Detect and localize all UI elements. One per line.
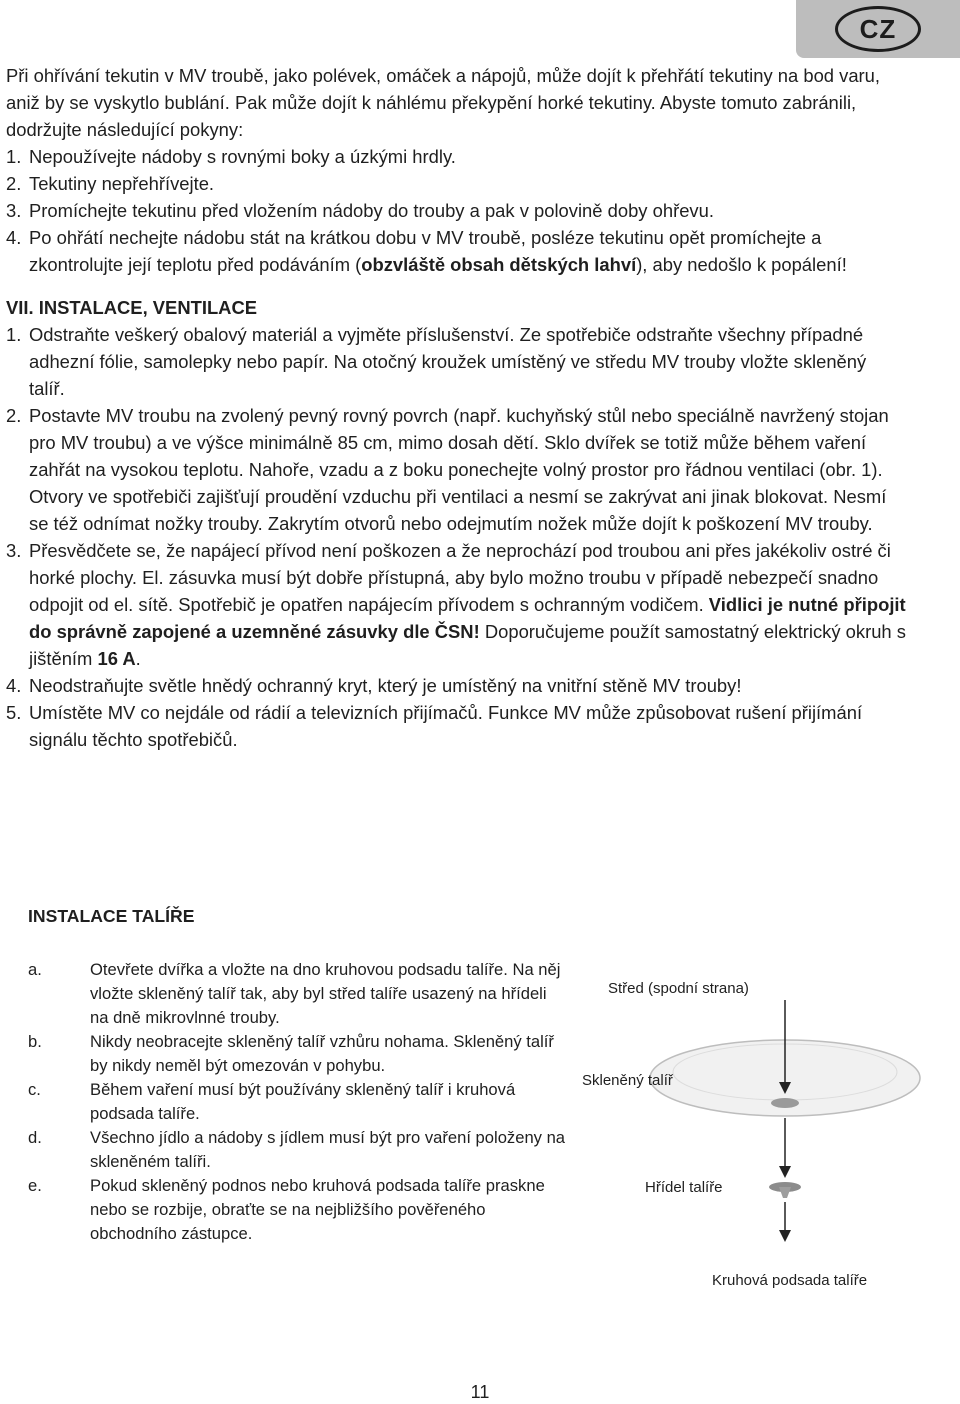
language-badge xyxy=(796,0,960,58)
item-text: Doporučujeme použít samostatný elektrický okruh s jištěním xyxy=(29,621,906,669)
item-number: 4. xyxy=(6,227,22,248)
section-title: VII. INSTALACE, VENTILACE xyxy=(6,297,258,318)
item-text-bold: obzvláště obsah dětských lahví xyxy=(361,254,637,275)
item-number: 5. xyxy=(6,702,22,723)
ring-pointer-arrow xyxy=(779,1230,791,1242)
shaft-stem xyxy=(779,1187,791,1198)
item-text: Všechno jídlo a nádoby s jídlem musí být pro vaření položeny na skleněném talíři. xyxy=(90,1128,566,1171)
item-text: Otevřete dvířka a vložte na dno kruhovou podsadu talíře. Na něj vložte skleněný talíř tak, aby byl střed talíře usazený na hřídeli na dně mikrovlnné trouby. xyxy=(90,960,561,1027)
plate-item-c xyxy=(28,1078,568,1126)
item-number: 1. xyxy=(6,146,22,167)
shaft-pointer-arrow xyxy=(779,1166,791,1178)
item-number: 2. xyxy=(6,173,22,194)
item-text: Odstraňte veškerý obalový materiál a vyjměte příslušenství. Ze spotřebiče odstraňte všechny případné adhezní fólie, samolepky nebo papír. Na otočný kroužek umístěný ve středu MV trouby vložte skleněný talíř. xyxy=(29,324,867,399)
item-text: Nikdy neobracejte skleněný talíř vzhůru nohama. Skleněný talíř by nikdy neměl být omezován v pohybu. xyxy=(90,1032,554,1075)
item-letter: e. xyxy=(28,1176,42,1195)
page-number: 11 xyxy=(470,1382,490,1402)
item-text: Nepoužívejte nádoby s rovnými boky a úzkými hrdly. xyxy=(29,146,456,167)
install-item-3 xyxy=(6,537,906,672)
plate-item-b xyxy=(28,1030,568,1078)
item-number: 3. xyxy=(6,200,22,221)
item-text: . xyxy=(135,648,141,669)
plate-instructions xyxy=(28,958,568,1246)
label-center-underside: Střed (spodní strana) xyxy=(608,980,749,997)
item-text: Přesvědčete se, že napájecí přívod není poškozen a že neprochází pod troubou ani přes jakékoliv ostré či horké plochy. El. zásuvka musí být dobře přístupná, aby bylo možno troubu v případě nebezpečí snadno odpojit od el. sítě. Spotřebič je opatřen napájecím přívodem s ochranným vodičem. xyxy=(29,540,891,615)
item-letter: d. xyxy=(28,1128,42,1147)
item-letter: a. xyxy=(28,960,42,979)
language-badge-label: CZ xyxy=(835,6,921,52)
item-text: Po ohřátí nechejte nádobu stát na krátkou dobu v MV troubě, posléze tekutinu opět promíchejte a zkontrolujte její teplotu před podáváním ( xyxy=(29,227,822,275)
item-number: 4. xyxy=(6,675,22,696)
plate-item-a xyxy=(28,958,568,1030)
item-text: Umístěte MV co nejdále od rádií a televizních přijímačů. Funkce MV může způsobovat rušení přijímání signálu těchto spotřebičů. xyxy=(29,702,863,750)
main-content xyxy=(6,62,906,753)
turntable-illustration xyxy=(570,968,930,1298)
item-text: Během vaření musí být používány skleněný talíř i kruhová podsada talíře. xyxy=(90,1080,516,1123)
item-letter: c. xyxy=(28,1080,41,1099)
item-text: Promíchejte tekutinu před vložením nádoby do trouby a pak v polovině doby ohřevu. xyxy=(29,200,714,221)
item-text-bold: Vidlici je nutné připojit do správně zapojené a uzemněné zásuvky dle ČSN! xyxy=(29,594,906,642)
item-text: ), aby nedošlo k popálení! xyxy=(636,254,847,275)
item-text: Tekutiny nepřehřívejte. xyxy=(29,173,215,194)
item-number: 3. xyxy=(6,540,22,561)
install-item-2 xyxy=(6,402,906,537)
item-number: 1. xyxy=(6,324,22,345)
plate-section-title: INSTALACE TALÍŘE xyxy=(28,906,195,926)
item-text-bold: 16 A xyxy=(97,648,136,669)
install-item-5 xyxy=(6,699,906,753)
plate-item-e xyxy=(28,1174,568,1246)
intro-item-1 xyxy=(6,143,906,170)
label-glass-plate: Skleněný talíř xyxy=(582,1072,673,1089)
turntable-diagram xyxy=(570,968,930,1298)
intro-item-3 xyxy=(6,197,906,224)
item-letter: b. xyxy=(28,1032,42,1051)
label-shaft: Hřídel talíře xyxy=(645,1179,723,1196)
item-text: Neodstraňujte světle hnědý ochranný kryt, který je umístěný na vnitřní stěně MV trouby! xyxy=(29,675,742,696)
item-text: Postavte MV troubu na zvolený pevný rovný povrch (např. kuchyňský stůl nebo speciálně navržený stojan pro MV troubu) a ve výšce minimálně 85 cm, mimo dosah dětí. Sklo dvířek se totiž může během vaření zahřát na vysokou teplotu. Nahoře, vzadu a z boku ponechejte volný prostor pro řádnou ventilaci (obr. 1). Otvory ve spotřebiči zajišťují proudění vzduchu při ventilaci a nesmí se zakrývat ani jinak blokovat. Nesmí se též odnímat nožky trouby. Zakrytím otvorů nebo odejmutím nožek může dojít k poškození MV trouby. xyxy=(29,405,889,534)
intro-item-2 xyxy=(6,170,906,197)
plate-center-hub xyxy=(771,1098,799,1108)
install-item-1 xyxy=(6,321,906,402)
install-item-4 xyxy=(6,672,906,699)
item-number: 2. xyxy=(6,405,22,426)
intro-paragraph: Při ohřívání tekutin v MV troubě, jako polévek, omáček a nápojů, může dojít k přehřátí tekutiny na bod varu, aniž by se vyskytlo bublání. Pak může dojít k náhlému překypění horké tekutiny. Abyste tomuto zabránili, dodržujte následující pokyny: xyxy=(6,65,881,140)
plate-item-d xyxy=(28,1126,568,1174)
item-text: Pokud skleněný podnos nebo kruhová podsada talíře praskne nebo se rozbije, obraťte se na nejbližšího pověřeného obchodního zástupce. xyxy=(90,1176,545,1243)
label-roller-ring: Kruhová podsada talíře xyxy=(712,1272,868,1289)
intro-item-4 xyxy=(6,224,906,278)
